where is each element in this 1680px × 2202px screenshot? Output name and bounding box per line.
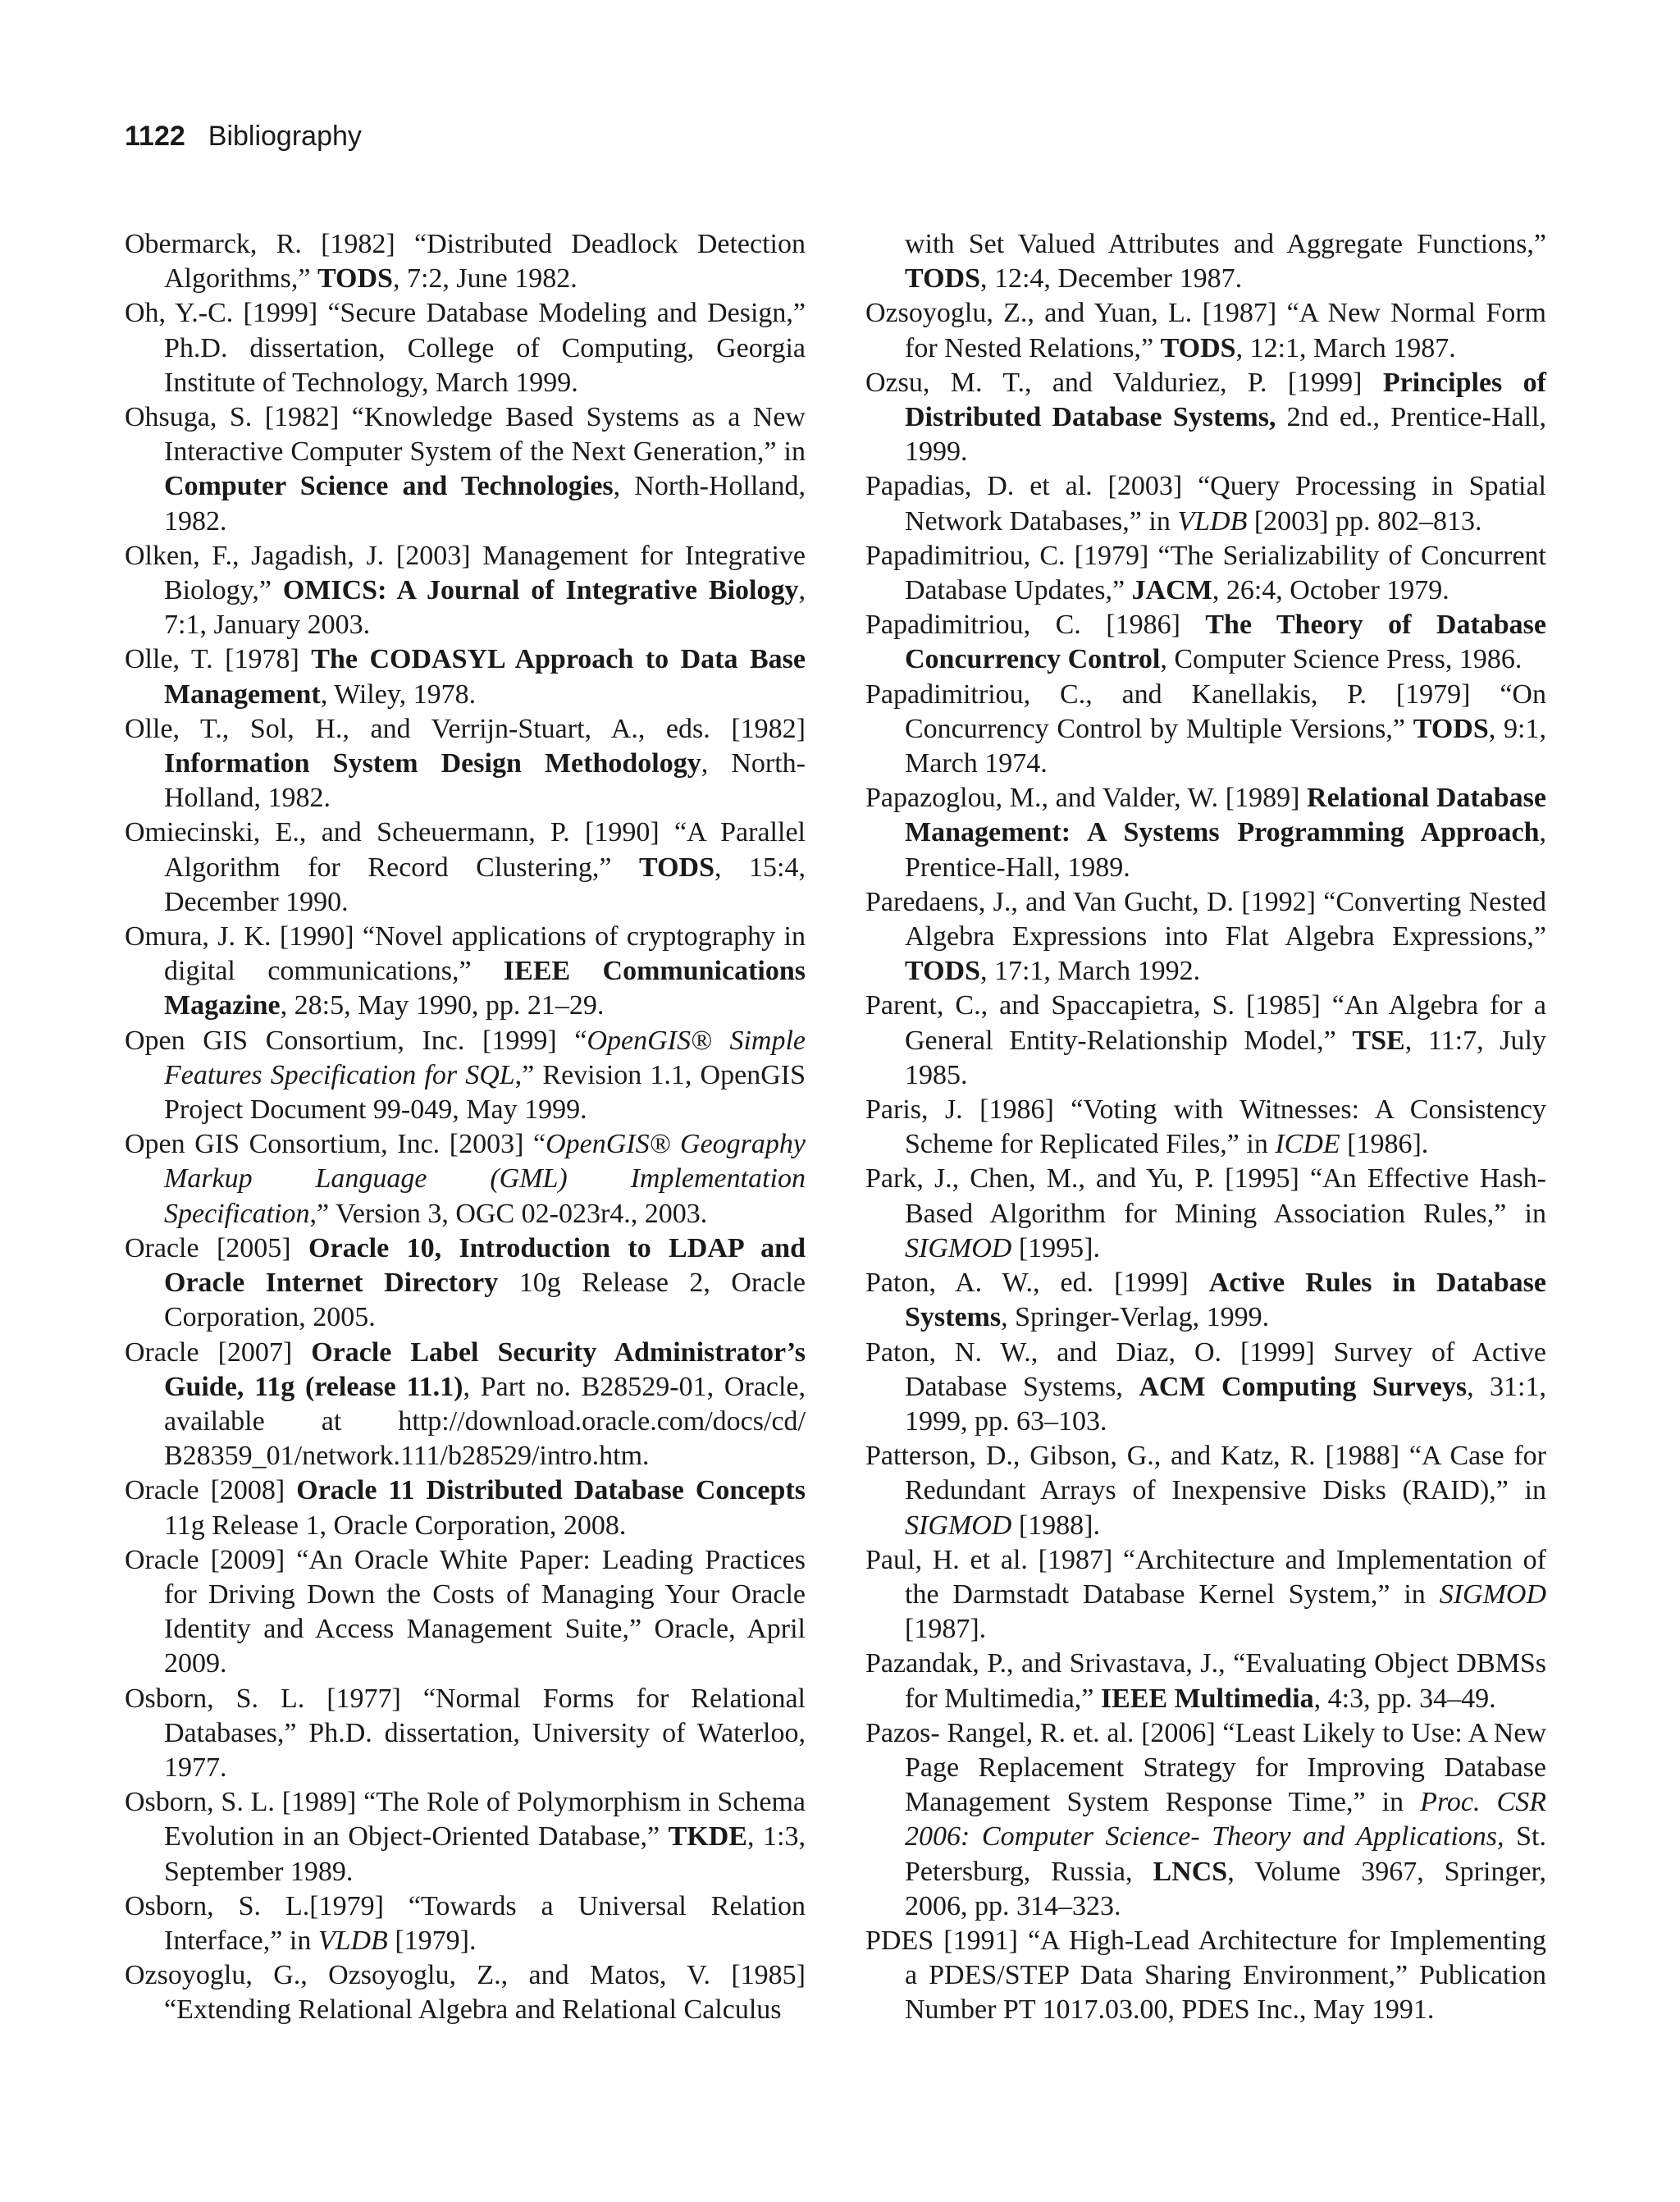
entry-text: ,” Version 3, OGC 02-023r4., 2003. [309, 1198, 708, 1229]
entry-text: , 26:4, October 1979. [1212, 575, 1449, 606]
entry-text: Omiecinski, E., and Scheuermann, P. [1990] “A Parallel Algorithm for Record Clustering,” [125, 817, 806, 883]
entry-text: , 17:1, March 1992. [979, 956, 1201, 987]
bibliography-entry [865, 1336, 1546, 1440]
entry-text: , 7:2, June 1982. [392, 263, 578, 295]
entry-italic-text: Proc. CSR 2006: Computer Science- Theory and Applications, [905, 1787, 1546, 1853]
bibliography-entry [865, 678, 1546, 782]
entry-bold-text: The Theory of Database Concurrency Control [905, 610, 1547, 675]
bibliography-entry [125, 815, 806, 920]
entry-bold-text: The CODASYL Approach to Data Base Management [164, 644, 806, 710]
entry-text: Open GIS Consortium, Inc. [1999] “ [125, 1025, 587, 1056]
entry-text: Patterson, D., Gibson, G., and Katz, R. [1988] “A Case for Redundant Arrays of Inexpensive Disks (RAID),” in [865, 1441, 1546, 1506]
entry-bold-text: TODS [317, 263, 393, 295]
entry-text: , North-Holland, 1982. [164, 471, 806, 537]
bibliography-entry [865, 781, 1546, 885]
bibliography-entry [865, 539, 1546, 608]
entry-text: Osborn, S. L. [1989] “The Role of Polymorphism in Schema Evolution in an Object-Oriented Database,” [125, 1787, 806, 1853]
entry-bold-text: IEEE Multimedia [1100, 1683, 1314, 1714]
entry-bold-text: JACM [1131, 575, 1212, 606]
entry-text: PDES [1991] “A High-Lead Architecture for Implementing a PDES/STEP Data Sharing Environment,” Publication Number PT 1017.03.00, PDES Inc., May 1991. [865, 1925, 1546, 2026]
entry-text: Park, J., Chen, M., and Yu, P. [1995] “An Effective Hash-Based Algorithm for Mining Association Rules,” in [865, 1163, 1546, 1229]
entry-text: Omura, J. K. [1990] “Novel applications of cryptography in digital communications,” [125, 921, 806, 987]
bibliography-entry [125, 1473, 806, 1542]
entry-text: , 12:1, March 1987. [1235, 332, 1456, 363]
bibliography-entry [865, 469, 1546, 538]
bibliography-entry [125, 1785, 806, 1889]
bibliography-entry [865, 1543, 1546, 1647]
bibliography-column-right [865, 227, 1546, 2028]
entry-text: , Wiley, 1978. [320, 678, 477, 710]
entry-text: [1987]. [905, 1614, 987, 1645]
entry-text: Open GIS Consortium, Inc. [2003] “ [125, 1129, 546, 1160]
entry-bold-text: TODS [1413, 713, 1489, 744]
entry-text: Oracle [2008] [125, 1475, 297, 1506]
entry-text: ,” Revision 1.1, OpenGIS Project Document 99-049, May 1999. [164, 1059, 806, 1126]
entry-text: , 1:3, September 1989. [164, 1821, 806, 1887]
entry-text: Paton, N. W., and Diaz, O. [1999] Survey of Active Database Systems, [865, 1336, 1546, 1402]
entry-text: , 12:4, December 1987. [979, 263, 1243, 295]
bibliography-entry [865, 885, 1546, 989]
entry-bold-text: TSE [1352, 1025, 1405, 1056]
entry-text: Papadias, D. et al. [2003] “Query Processing in Spatial Network Databases,” in [865, 471, 1546, 537]
bibliography-entry [125, 1336, 806, 1474]
bibliography-entry [865, 1924, 1546, 2028]
entry-text: Papadimitriou, C., and Kanellakis, P. [1979] “On Concurrency Control by Multiple Versions,” [865, 678, 1546, 744]
entry-italic-text: OpenGIS® Geography Markup Language (GML) Implementation Specification [164, 1129, 806, 1229]
entry-text: Paris, J. [1986] “Voting with Witnesses: A Consistency Scheme for Replicated Files,” in [865, 1094, 1546, 1160]
entry-text: Ohsuga, S. [1982] “Knowledge Based Systems as a New Interactive Computer System of the Next Generation,” in [125, 402, 806, 468]
entry-text: with Set Valued Attributes and Aggregate Functions,” [905, 229, 1546, 259]
entry-bold-text: OMICS: A Journal of Integrative Biology [282, 575, 799, 606]
entry-text: , 9:1, March 1974. [905, 713, 1546, 779]
entry-text: , Computer Science Press, 1986. [1160, 644, 1522, 675]
bibliography-entry [125, 712, 806, 816]
entry-bold-text: Principles of Distributed Database Systems, [905, 367, 1546, 433]
entry-text: Papazoglou, M., and Valder, W. [1989] [865, 783, 1308, 814]
bibliography-column-left [125, 227, 806, 2028]
bibliography-entry [125, 227, 806, 296]
entry-text: Osborn, S. L.[1979] “Towards a Universal Relation Interface,” in [125, 1890, 806, 1956]
entry-text: , Part no. B28529-01, Oracle, available at http://download.oracle.com/docs/cd/ B28359_01/network.111/b28529/intro.htm. [164, 1371, 806, 1472]
entry-bold-text: Oracle 10, Introduction to LDAP and Oracle Internet Directory [164, 1232, 806, 1299]
entry-text: Olle, T. [1978] [125, 644, 312, 675]
entry-italic-text: OpenGIS® Simple Features Specification for SQL [164, 1025, 806, 1090]
entry-text: , 31:1, 1999, pp. 63–103. [905, 1371, 1546, 1437]
bibliography-entry [125, 1543, 806, 1682]
entry-text: Papadimitriou, C. [1986] [865, 610, 1206, 641]
entry-text: , Volume 3967, Springer, 2006, pp. 314–323. [905, 1856, 1546, 1921]
entry-text: 11g Release 1, Oracle Corporation, 2008. [164, 1510, 627, 1541]
entry-text: , 4:3, pp. 34–49. [1313, 1683, 1496, 1714]
bibliography-entry [125, 1958, 806, 2027]
entry-text: [1986]. [1340, 1129, 1429, 1160]
entry-italic-text: ICDE [1275, 1129, 1340, 1160]
bibliography-entry [125, 296, 806, 400]
entry-text: Paul, H. et al. [1987] “Architecture and Implementation of the Darmstadt Database Kernel System,” in [865, 1544, 1546, 1610]
bibliography-entry [125, 920, 806, 1024]
bibliography-entry [865, 1093, 1546, 1162]
entry-text: Paton, A. W., ed. [1999] [865, 1268, 1209, 1299]
entry-text: , 28:5, May 1990, pp. 21–29. [280, 990, 605, 1021]
entry-bold-text: TODS [639, 852, 714, 883]
entry-text: [2003] pp. 802–813. [1247, 505, 1482, 537]
entry-bold-text: Oracle 11 Distributed Database Concepts [296, 1475, 806, 1506]
entry-text: , 11:7, July 1985. [905, 1025, 1546, 1090]
entry-text: Oh, Y.-C. [1999] “Secure Database Modeling and Design,” Ph.D. dissertation, College of Computing, Georgia Institute of Technology, March 1999. [125, 298, 806, 398]
entry-text: Oracle [2005] [125, 1232, 309, 1263]
entry-bold-text: TODS [905, 263, 980, 295]
entry-bold-text: Active Rules in Database Systems [905, 1268, 1546, 1333]
entry-text: Paredaens, J., and Van Gucht, D. [1992] “Converting Nested Algebra Expressions into Flat Algebra Expressions,” [865, 886, 1546, 953]
bibliography-entry [865, 296, 1546, 365]
bibliography-entry [125, 400, 806, 539]
page-header [125, 115, 362, 158]
entry-text: Olken, F., Jagadish, J. [2003] Management for Integrative Biology,” [125, 540, 806, 606]
bibliography-entry [125, 539, 806, 643]
bibliography-entry-continuation [865, 227, 1546, 296]
entry-bold-text: TODS [1160, 332, 1236, 363]
bibliography-entry [865, 1439, 1546, 1543]
bibliography-entry [865, 1266, 1546, 1335]
bibliography-entry [125, 642, 806, 711]
bibliography-entry [125, 1127, 806, 1231]
entry-italic-text: VLDB [317, 1925, 388, 1956]
entry-text: Oracle [2007] [125, 1336, 312, 1368]
entry-bold-text: IEEE Communications Magazine [164, 956, 806, 1021]
bibliography-entry [865, 1716, 1546, 1924]
entry-text: [1988]. [1011, 1510, 1100, 1541]
entry-bold-text: Oracle Label Security Administrator’s Guide, 11g (release 11.1) [164, 1336, 806, 1402]
entry-bold-text: ACM Computing Surveys [1139, 1371, 1468, 1402]
bibliography-entry [865, 608, 1546, 677]
entry-text: Obermarck, R. [1982] “Distributed Deadlock Detection Algorithms,” [125, 229, 806, 295]
bibliography-entry [865, 1647, 1546, 1715]
entry-text: Pazos- Rangel, R. et. al. [2006] “Least Likely to Use: A New Page Replacement Strategy for Improving Database Management System Response Time,” in [865, 1717, 1546, 1818]
entry-text: Ozsoyoglu, Z., and Yuan, L. [1987] “A New Normal Form for Nested Relations,” [865, 298, 1546, 363]
entry-text: Oracle [2009] “An Oracle White Paper: Leading Practices for Driving Down the Costs of Managing Your Oracle Identity and Access Management Suite,” Oracle, April 2009. [125, 1544, 806, 1679]
entry-text: Ozsoyoglu, G., Ozsoyoglu, Z., and Matos, V. [1985] “Extending Relational Algebra and Relational Calculus [125, 1960, 806, 2026]
entry-text: Olle, T., Sol, H., and Verrijn-Stuart, A., eds. [1982] [125, 713, 806, 744]
entry-text: , Springer-Verlag, 1999. [1001, 1302, 1270, 1333]
entry-bold-text: TKDE [668, 1821, 747, 1853]
entry-bold-text: LNCS [1153, 1856, 1228, 1887]
entry-italic-text: VLDB [1177, 505, 1248, 537]
entry-text: Pazandak, P., and Srivastava, J., “Evaluating Object DBMSs for Multimedia,” [865, 1648, 1546, 1714]
entry-text: Ozsu, M. T., and Valduriez, P. [1999] [865, 367, 1383, 398]
bibliography-entry [125, 1231, 806, 1336]
entry-text: Osborn, S. L. [1977] “Normal Forms for Relational Databases,” Ph.D. dissertation, University of Waterloo, 1977. [125, 1683, 806, 1783]
bibliography-entry [125, 1889, 806, 1958]
entry-text: Papadimitriou, C. [1979] “The Serializability of Concurrent Database Updates,” [865, 540, 1546, 606]
entry-text: [1995]. [1011, 1232, 1100, 1263]
bibliography-entry [865, 1162, 1546, 1266]
entry-italic-text: SIGMOD [905, 1510, 1012, 1541]
entry-bold-text: Computer Science and Technologies [164, 471, 614, 502]
entry-text: St. Petersburg, Russia, [905, 1821, 1547, 1887]
entry-italic-text: SIGMOD [905, 1232, 1012, 1263]
page-number: 1122 [125, 121, 185, 152]
entry-bold-text: Relational Database Management: A Systems Programming Approach [905, 783, 1546, 848]
entry-bold-text: Information System Design Methodology [164, 748, 701, 779]
entry-text: 2nd ed., Prentice-Hall, 1999. [905, 402, 1546, 468]
entry-text: Parent, C., and Spaccapietra, S. [1985] “An Algebra for a General Entity-Relationship Model,” [865, 990, 1546, 1056]
bibliography-entry [865, 989, 1546, 1093]
entry-text: , North-Holland, 1982. [164, 748, 806, 814]
entry-text: , Prentice-Hall, 1989. [905, 817, 1546, 883]
bibliography-entry [125, 1682, 806, 1786]
bibliography-entry [865, 366, 1546, 470]
entry-text: 10g Release 2, Oracle Corporation, 2005. [164, 1268, 806, 1333]
entry-text: [1979]. [387, 1925, 477, 1956]
bibliography-entry [125, 1024, 806, 1128]
entry-italic-text: SIGMOD [1439, 1578, 1546, 1610]
entry-text: , 15:4, December 1990. [164, 852, 806, 917]
entry-text: , 7:1, January 2003. [164, 575, 806, 641]
entry-bold-text: TODS [905, 956, 980, 987]
section-title: Bibliography [208, 121, 362, 152]
